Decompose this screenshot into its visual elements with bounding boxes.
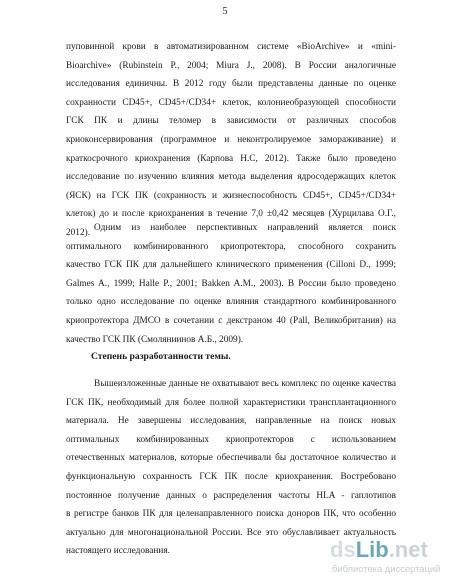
- text-line: ГСК ПК, необходимый для более полной характеристики трансплантационного: [66, 397, 396, 408]
- text-line: отечественных материалов, которые обеспечивали бы достаточное количество и: [66, 453, 396, 464]
- text-line: 2012).: [66, 227, 91, 238]
- text-line: качество ГСК ПК для дальнейшего клинического применения (Cilloni D., 1999;: [66, 260, 396, 271]
- text-line: оптимальных комбинированных криопротекторов с использованием: [66, 434, 396, 445]
- text-line: исследования единичны. В 2012 году были представлены данные по оценке: [66, 79, 396, 90]
- text-line: Bioarchive» (Rubinstein P., 2004; Miura J., 2008). В России аналогичные: [66, 60, 396, 71]
- logo-lib: Lib: [355, 537, 389, 562]
- text-line: постоянное получение данных о распределения частоты HLA - гаплотипов: [66, 490, 396, 501]
- text-line: оптимального комбинированного криопротектора, способного сохранить: [66, 241, 396, 252]
- text-line: актуально для многонациональной России. Все это обуславливает актуальность: [66, 527, 396, 538]
- text-line: клеток) до и после криохранения в течение 7,0 ±0,42 месяцев (Хурцилава О.Г.,: [66, 209, 396, 220]
- dslib-logo: [330, 538, 428, 562]
- text-line: криопротектора ДМСО в сочетании с декстраном 40 (Pall, Великобритания) на: [66, 315, 396, 326]
- logo-net: .net: [388, 537, 428, 562]
- text-line: качество ГСК ПК (Смоляниинов А.Б., 2009).: [66, 334, 244, 345]
- text-line: в регистре банков ПК для целенаправленного поиска доноров ПК, что особенно: [66, 509, 396, 520]
- text-line: функциональную сохранность ГСК ПК после криохранения. Востребовано: [66, 471, 396, 482]
- paragraph-1: [66, 38, 396, 243]
- text-line: настоящего исследования.: [66, 546, 170, 557]
- text-line: Вышеизложенные данные не охватывают весь комплекс по оценке качества: [94, 379, 396, 389]
- dslib-watermark: [330, 538, 442, 578]
- text-line: исследование по изучению влияния метода выделения ядросодержащих клеток: [66, 172, 396, 183]
- text-line: материала. Не завершены исследования, направленные на поиск новых: [66, 416, 396, 427]
- text-line: Galmes A., 1999; Halle P., 2001; Bakken A.M., 2003). В России было проведено: [66, 278, 396, 289]
- text-line: сохранности CD45+, CD45+/CD34+ клеток, колониеобразующей способности: [66, 97, 396, 108]
- text-line: ГСК ПК и длины теломер в зависимости от различных способов: [66, 116, 396, 127]
- text-line: краткосрочного криохранения (Карпова Н.С, 2012). Также было проведено: [66, 153, 396, 164]
- text-line: пуповинной крови в автоматизированном системе «BioArchive» и «mini-: [66, 42, 396, 52]
- section-heading: Степень разработанности темы.: [91, 351, 231, 362]
- text-line: (ЯСК) на ГСК ПК (сохранность и жизнеспособность CD45+, CD45+/CD34+: [66, 190, 396, 201]
- logo-ds: ds: [330, 537, 356, 562]
- watermark-subtitle: библиотека диссертаций: [332, 563, 441, 574]
- text-line: Одним из наиболее перспективных направлений является поиск: [94, 223, 396, 233]
- page-number: 5: [222, 6, 228, 17]
- paragraph-2: [66, 219, 396, 349]
- paragraph-3: [66, 375, 396, 561]
- text-line: только одно исследование по оценке влияния стандартного комбинированного: [66, 297, 396, 308]
- text-line: криоконсервирования (программное и неконтролируемое замораживание) и: [66, 134, 396, 145]
